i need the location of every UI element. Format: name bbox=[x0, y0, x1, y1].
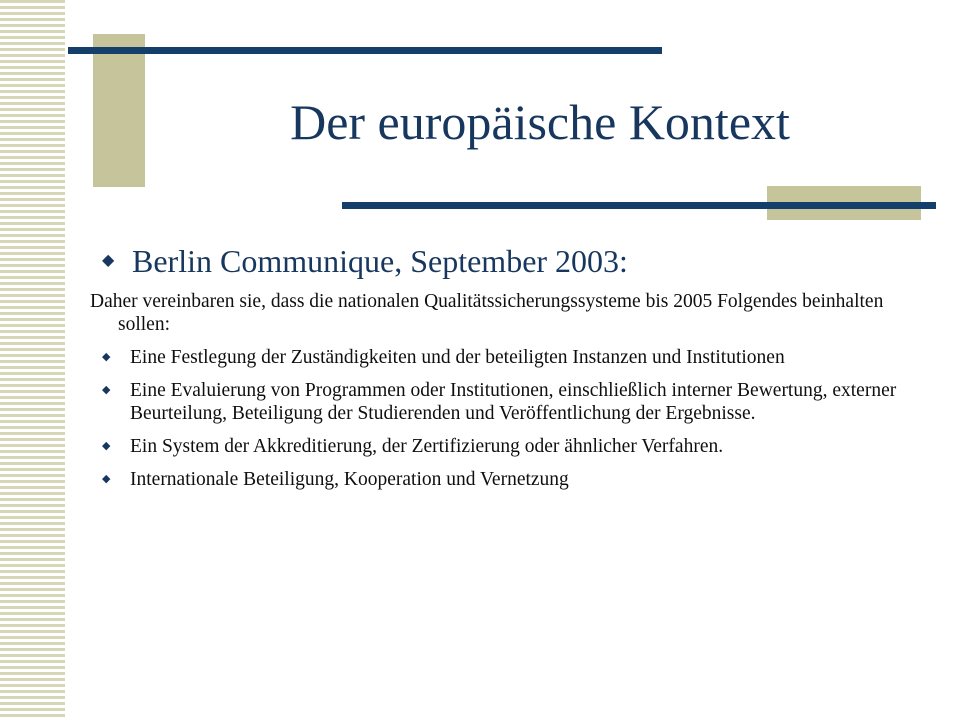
diamond-bullet-icon: ◆ bbox=[102, 384, 111, 396]
heading-row bbox=[102, 240, 920, 282]
olive-block-top-decoration bbox=[93, 34, 145, 187]
list-item bbox=[90, 435, 920, 458]
navy-bar-top-decoration bbox=[68, 47, 662, 54]
list-item-text: Ein System der Akkreditierung, der Zertifizierung oder ähnlicher Verfahren. bbox=[130, 436, 724, 457]
navy-bar-bottom-decoration bbox=[342, 202, 936, 209]
intro-paragraph: Daher vereinbaren sie, dass die nationalen Qualitätssicherungssysteme bis 2005 Folgendes beinhalten sollen: bbox=[90, 291, 884, 335]
slide-title: Der europäische Kontext bbox=[290, 94, 790, 150]
list-item-text: Eine Festlegung der Zuständigkeiten und der beteiligten Instanzen und Institutionen bbox=[130, 347, 785, 368]
diamond-bullet-icon: ◆ bbox=[102, 473, 111, 485]
diamond-bullet-icon: ◆ bbox=[102, 351, 111, 363]
list-item-text: Eine Evaluierung von Programmen oder Institutionen, einschließlich interner Bewertung, externer Beurteilung, Beteiligung der Studierenden und Veröffentlichung der Ergebnisse. bbox=[130, 380, 897, 424]
slide-content bbox=[90, 240, 920, 501]
section-heading: Berlin Communique, September 2003: bbox=[132, 243, 628, 279]
diamond-bullet-icon: ◆ bbox=[102, 252, 115, 269]
left-stripe-decoration bbox=[0, 0, 68, 720]
diamond-bullet-icon: ◆ bbox=[102, 440, 111, 452]
list-item bbox=[90, 346, 920, 369]
list-item bbox=[90, 468, 920, 491]
list-item-text: Internationale Beteiligung, Kooperation und Vernetzung bbox=[130, 469, 569, 490]
list-item bbox=[90, 379, 920, 425]
